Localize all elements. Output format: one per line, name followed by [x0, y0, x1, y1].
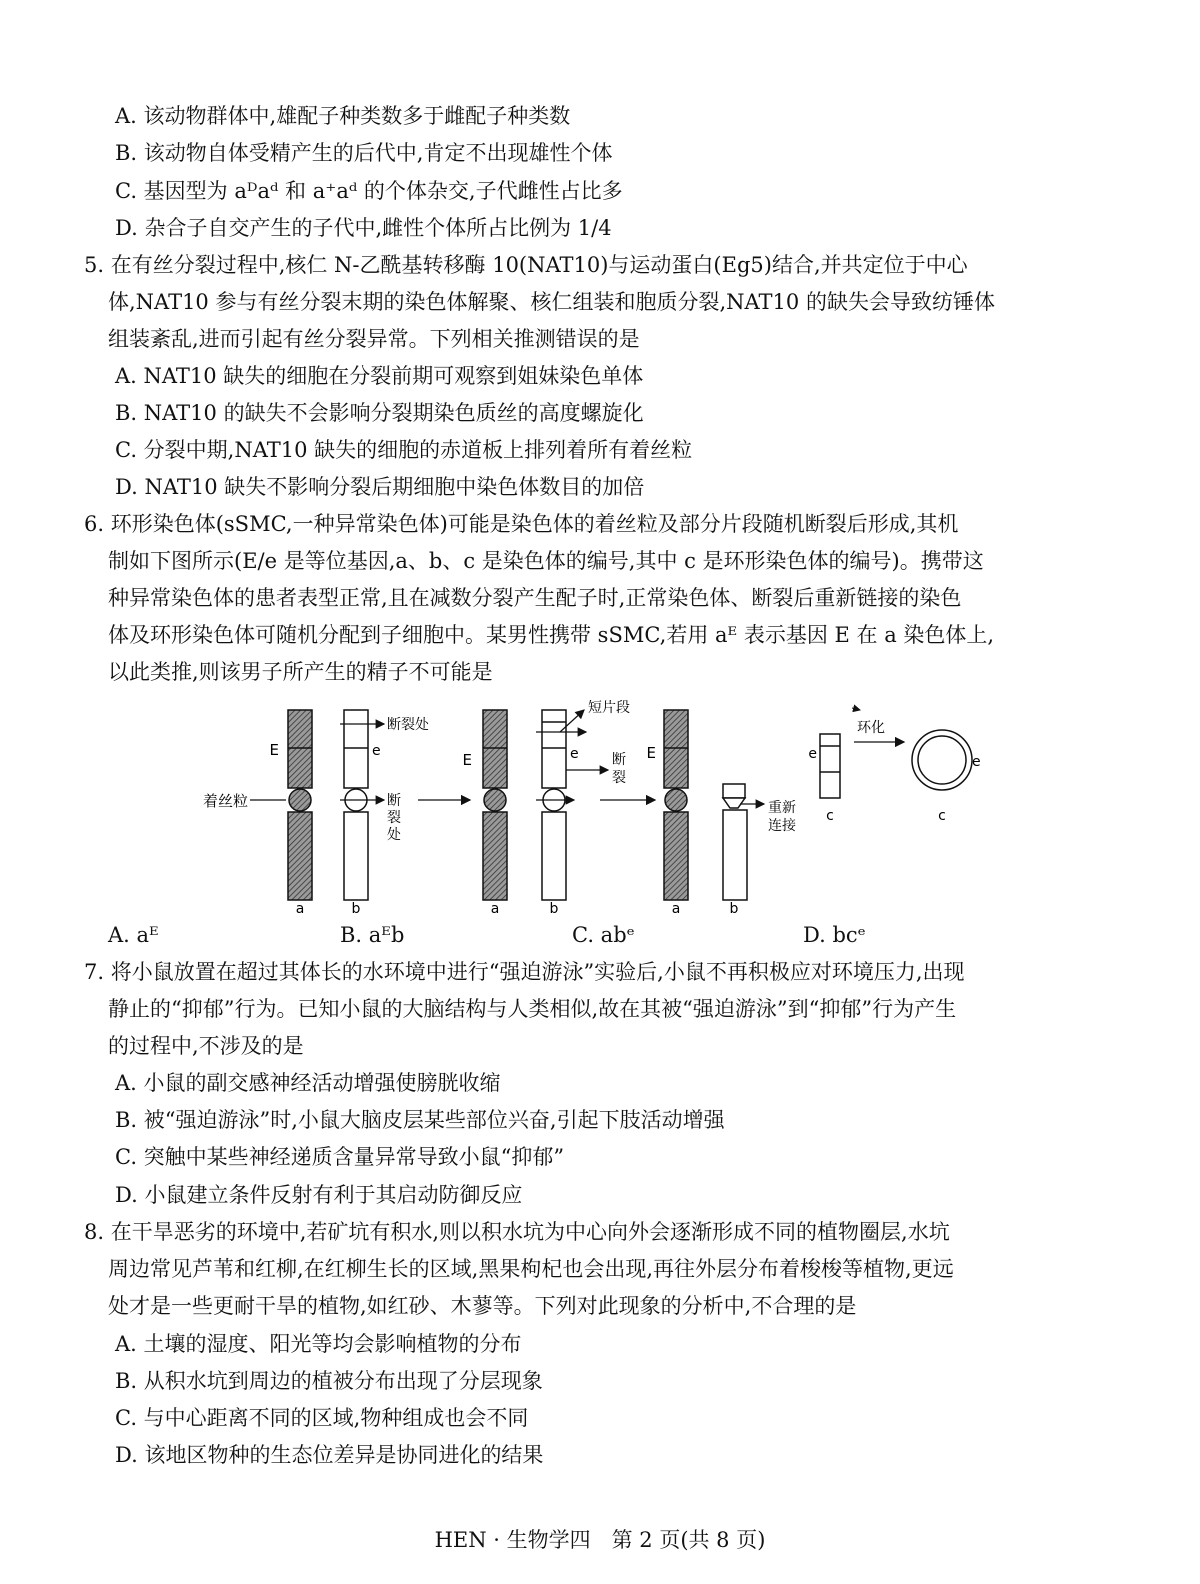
q6-stem-line-4: 体及环形染色体可随机分配到子细胞中。某男性携带 sSMC,若用 aᴱ 表示基因 E 在 a 染色体上,: [108, 623, 995, 647]
ring-chromosome-c: [912, 730, 972, 790]
break-label-vert-3: 处: [387, 827, 401, 843]
centromere-label: 着丝粒: [202, 792, 248, 810]
chr-b-label-1: b: [351, 901, 361, 915]
gene-e-label-2: e: [570, 746, 579, 762]
break-site-label-top: 断裂处: [387, 717, 429, 733]
page-footer: HEN · 生物学四 第 2 页(共 8 页): [434, 1528, 766, 1552]
chr-a-label-3: a: [671, 901, 681, 915]
q6-option-c: C. abᵉ: [572, 923, 635, 947]
chr-b-label-2: b: [549, 901, 559, 915]
gene-e-label-ring: e: [972, 754, 981, 770]
q7-option-a: A. 小鼠的副交感神经活动增强使膀胱收缩: [115, 1071, 501, 1095]
q6-stem-line-3: 种异常染色体的患者表型正常,且在减数分裂产生配子时,正常染色体、断裂后重新链接的染色: [108, 586, 962, 610]
q7-stem-line-2: 静止的“抑郁”行为。已知小鼠的大脑结构与人类相似,故在其被“强迫游泳”到“抑郁”行为产生: [108, 997, 957, 1021]
q8-stem-line-2: 周边常见芦苇和红柳,在红柳生长的区域,黑果枸杞也会出现,再往外层分布着梭梭等植物,更远: [108, 1257, 954, 1281]
q5-stem-line-3: 组装紊乱,进而引起有丝分裂异常。下列相关推测错误的是: [108, 327, 640, 351]
q7-stem-line-3: 的过程中,不涉及的是: [108, 1034, 304, 1058]
q5-option-d: D. NAT10 缺失不影响分裂后期细胞中染色体数目的加倍: [115, 475, 645, 499]
q7-option-d: D. 小鼠建立条件反射有利于其启动防御反应: [115, 1183, 523, 1207]
stage1-chromosome-b: [344, 710, 368, 900]
q7-stem-line-1: 7. 将小鼠放置在超过其体长的水环境中进行“强迫游泳”实验后,小鼠不再积极应对环境压力,出现: [84, 960, 965, 984]
chr-c-label-1: c: [826, 808, 834, 824]
break-label-vert-2: 裂: [387, 810, 401, 826]
stage1-chromosome-a: [288, 710, 312, 900]
chr-a-label-2: a: [490, 901, 500, 915]
q5-option-c: C. 分裂中期,NAT10 缺失的细胞的赤道板上排列着所有着丝粒: [115, 438, 693, 462]
q6-stem-line-1: 6. 环形染色体(sSMC,一种异常染色体)可能是染色体的着丝粒及部分片段随机断裂后形成,其机: [84, 512, 959, 536]
q5-option-a: A. NAT10 缺失的细胞在分裂前期可观察到姐妹染色单体: [115, 364, 644, 388]
break-label-2a: 断: [612, 752, 626, 768]
stage3-chromosome-a: [664, 710, 688, 900]
break-label-2b: 裂: [612, 770, 626, 786]
rejoin-label-1: 重新: [768, 800, 796, 816]
q6-option-b: B. aᴱb: [340, 923, 405, 947]
rejoin-label-2: 连接: [768, 818, 796, 834]
stage2-chromosome-a: [483, 710, 507, 900]
gene-E-label-3: E: [646, 744, 656, 762]
q8-option-b: B. 从积水坑到周边的植被分布出现了分层现象: [115, 1369, 543, 1393]
stage3-rejoined-chromosome-b: [723, 784, 747, 900]
q4-option-d: D. 杂合子自交产生的子代中,雌性个体所占比例为 1/4: [115, 216, 612, 240]
q7-option-b: B. 被“强迫游泳”时,小鼠大脑皮层某些部位兴奋,引起下肢活动增强: [115, 1108, 725, 1132]
chr-c-label-2: c: [938, 808, 946, 824]
q8-option-c: C. 与中心距离不同的区域,物种组成也会不同: [115, 1406, 529, 1430]
q5-option-b: B. NAT10 的缺失不会影响分裂期染色质丝的高度螺旋化: [115, 401, 644, 425]
q5-stem-line-2: 体,NAT10 参与有丝分裂末期的染色体解聚、核仁组装和胞质分裂,NAT10 的缺失会导致纺锤体: [108, 290, 995, 314]
q8-stem-line-3: 处才是一些更耐干旱的植物,如红砂、木蓼等。下列对此现象的分析中,不合理的是: [108, 1294, 857, 1318]
fragment-c: [820, 734, 840, 798]
stage2-chromosome-b: [542, 710, 566, 900]
q6-stem-line-2: 制如下图所示(E/e 是等位基因,a、b、c 是染色体的编号,其中 c 是环形染色体的编号)。携带这: [108, 549, 984, 573]
q8-stem-line-1: 8. 在干旱恶劣的环境中,若矿坑有积水,则以积水坑为中心向外会逐渐形成不同的植物圈层,水坑: [84, 1220, 950, 1244]
q4-option-a: A. 该动物群体中,雄配子种类数多于雌配子种类数: [115, 104, 571, 128]
q6-option-d: D. bcᵉ: [803, 923, 866, 947]
q8-option-a: A. 土壤的湿度、阳光等均会影响植物的分布: [115, 1332, 522, 1356]
q7-option-c: C. 突触中某些神经递质含量异常导致小鼠“抑郁”: [115, 1145, 565, 1169]
gene-E-label-1: E: [269, 741, 279, 759]
q4-option-b: B. 该动物自体受精产生的后代中,肯定不出现雄性个体: [115, 141, 613, 165]
gene-e-label-3: e: [808, 746, 817, 762]
cyclize-label: 环化: [857, 720, 885, 736]
gene-e-label-1: e: [372, 743, 381, 759]
q5-stem-line-1: 5. 在有丝分裂过程中,核仁 N-乙酰基转移酶 10(NAT10)与运动蛋白(Eg5)结合,并共定位于中心: [84, 253, 968, 277]
q6-option-a: A. aᴱ: [108, 923, 159, 947]
chr-b-label-3: b: [729, 901, 739, 915]
short-fragment-label: 短片段: [588, 700, 630, 716]
ring-chromosome-diagram: [180, 700, 1020, 915]
q4-option-c: C. 基因型为 aᴰaᵈ 和 a⁺aᵈ 的个体杂交,子代雌性占比多: [115, 179, 623, 203]
break-label-vert-1: 断: [387, 793, 401, 809]
q8-option-d: D. 该地区物种的生态位差异是协同进化的结果: [115, 1443, 544, 1467]
gene-E-label-2: E: [462, 751, 472, 769]
q6-stem-line-5: 以此类推,则该男子所产生的精子不可能是: [108, 660, 493, 684]
chr-a-label-1: a: [295, 901, 305, 915]
